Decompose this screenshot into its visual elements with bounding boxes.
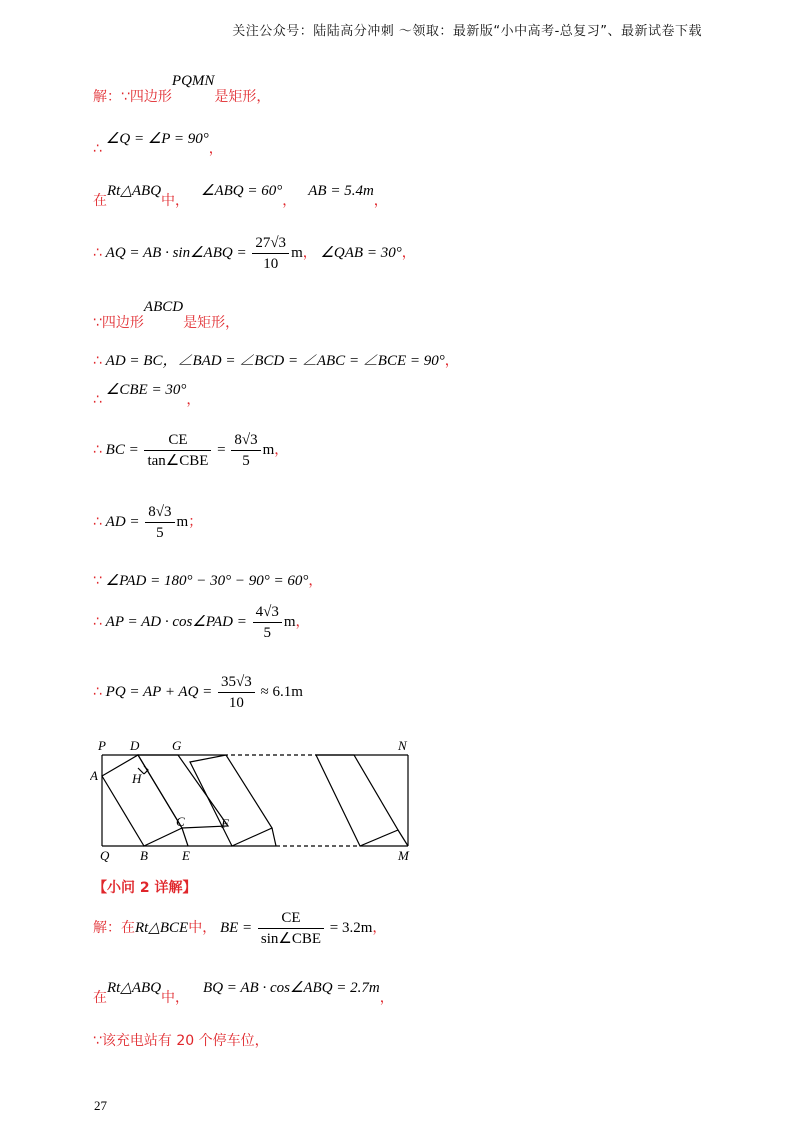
therefore-symbol: ∴	[93, 513, 102, 530]
text: 解：∵四边形	[93, 89, 172, 105]
text: ，	[282, 193, 297, 209]
text: 中，	[161, 990, 190, 1006]
denominator: sin∠CBE	[260, 931, 322, 947]
text: ，	[308, 573, 323, 589]
text: ，	[401, 244, 416, 261]
therefore-symbol: ∴	[93, 141, 102, 157]
label-G: G	[172, 738, 182, 753]
text: ，	[302, 244, 317, 261]
parking-space-3	[190, 755, 272, 846]
fraction	[253, 602, 282, 643]
math: Rt△ABQ	[107, 183, 162, 199]
numerator: 4√3	[253, 602, 282, 623]
math: ∠ABQ = 60°	[201, 183, 283, 199]
label-D: D	[130, 738, 140, 753]
text: ，	[373, 193, 388, 209]
math: AD = BC，∠BAD = ∠BCD = ∠ABC = ∠BCE = 90°	[105, 353, 445, 369]
unit: m	[283, 613, 296, 630]
solution-line-6	[93, 349, 459, 370]
text: 在	[93, 193, 107, 209]
fraction	[252, 233, 289, 274]
solution-line-8	[93, 430, 288, 471]
therefore-symbol: ∴	[93, 353, 102, 369]
text: ，	[379, 990, 394, 1006]
math: Rt△BCE	[135, 919, 189, 936]
text: ，	[372, 919, 387, 936]
parking-space-abcd	[102, 755, 182, 846]
math: PQMN	[171, 73, 215, 89]
fraction	[258, 908, 324, 949]
math: ABCD	[143, 299, 184, 315]
parking-diagram	[90, 738, 420, 866]
denominator: 10	[263, 256, 279, 272]
space-line-f	[272, 828, 276, 846]
solution-line-4	[93, 233, 416, 274]
solution-line-10	[93, 570, 322, 590]
text: ，	[295, 613, 310, 630]
fraction	[145, 502, 174, 543]
therefore-symbol: ∴	[93, 613, 102, 630]
text: ，	[444, 353, 459, 369]
solution-line-5	[93, 299, 240, 332]
page-number: 27	[94, 1098, 107, 1113]
numerator: 8√3	[231, 430, 260, 451]
math: AP = AD · cos∠PAD =	[105, 613, 247, 630]
solution-line-12	[93, 672, 303, 713]
math: ∠Q = ∠P = 90°	[105, 131, 209, 147]
text: ，	[274, 441, 289, 458]
equals: =	[217, 441, 226, 458]
denominator: 5	[263, 625, 271, 641]
text: 是矩形，	[183, 315, 240, 331]
because-symbol: ∵	[93, 573, 102, 589]
solution-line-14	[93, 977, 394, 1006]
label-Q: Q	[100, 848, 110, 863]
solution-line-11	[93, 602, 310, 643]
solution-line-15: ∵该充电站有 20 个停车位，	[93, 1033, 269, 1049]
fraction	[231, 430, 260, 471]
label-P: P	[98, 738, 106, 753]
subquestion-2-heading: 【小问 2 详解】	[93, 880, 197, 896]
numerator: 8√3	[145, 502, 174, 523]
page-header: 关注公众号：陆陆高分冲刺 〜领取：最新版“小中高考-总复习”、最新试卷下载	[232, 24, 702, 39]
text: ；	[188, 513, 203, 530]
math: BQ = AB · cos∠ABQ = 2.7m	[203, 980, 380, 996]
label-M: M	[398, 848, 409, 863]
denominator: tan∠CBE	[147, 453, 209, 469]
math: PQ = AP + AQ =	[105, 683, 213, 700]
text: 中，	[161, 193, 190, 209]
label-N: N	[398, 738, 407, 753]
therefore-symbol: ∴	[93, 244, 102, 261]
label-A: A	[90, 768, 98, 783]
fraction	[218, 672, 255, 713]
solution-line-2	[93, 128, 223, 157]
solution-line-1	[93, 73, 271, 106]
text: ，	[186, 392, 201, 408]
math: BE =	[219, 919, 253, 936]
text: 中，	[188, 919, 217, 936]
label-H: H	[132, 771, 142, 786]
therefore-symbol: ∴	[93, 683, 102, 700]
math: ∠CBE = 30°	[105, 382, 187, 398]
label-F: F	[221, 816, 229, 831]
parking-space-right	[316, 755, 398, 846]
solution-line-3	[93, 180, 388, 209]
math: ∠QAB = 30°	[320, 244, 402, 261]
fraction	[144, 430, 211, 471]
math: ≈ 6.1m	[260, 683, 303, 700]
math: AB = 5.4m	[308, 183, 374, 199]
unit: m	[176, 513, 189, 530]
math: Rt△ABQ	[107, 980, 162, 996]
math: AD =	[105, 513, 140, 530]
label-C: C	[176, 814, 185, 829]
numerator: 35√3	[218, 672, 255, 693]
unit: m	[291, 244, 303, 261]
text: 在	[93, 990, 107, 1006]
therefore-symbol: ∴	[93, 392, 102, 408]
unit: m	[262, 441, 275, 458]
text: 解：在	[93, 919, 135, 936]
text: ，	[208, 141, 223, 157]
space-line-ce	[182, 828, 188, 846]
text: 是矩形，	[214, 89, 271, 105]
denominator: 10	[228, 695, 244, 711]
space-line-right	[398, 830, 408, 846]
solution-line-13	[93, 908, 386, 949]
right-angle-mark	[144, 766, 148, 774]
solution-line-7	[93, 379, 201, 408]
label-B: B	[140, 848, 148, 863]
therefore-symbol: ∴	[93, 441, 102, 458]
solution-line-9	[93, 502, 202, 543]
math: ∠PAD = 180° − 30° − 90° = 60°	[105, 573, 309, 589]
numerator: CE	[144, 430, 211, 451]
numerator: CE	[258, 908, 324, 929]
math: AQ = AB · sin∠ABQ =	[105, 244, 247, 261]
text: ∵四边形	[93, 315, 144, 331]
math: BC =	[105, 441, 139, 458]
numerator: 27√3	[252, 233, 289, 254]
denominator: 5	[156, 525, 164, 541]
label-E: E	[182, 848, 190, 863]
math: = 3.2m	[329, 919, 373, 936]
denominator: 5	[242, 453, 250, 469]
